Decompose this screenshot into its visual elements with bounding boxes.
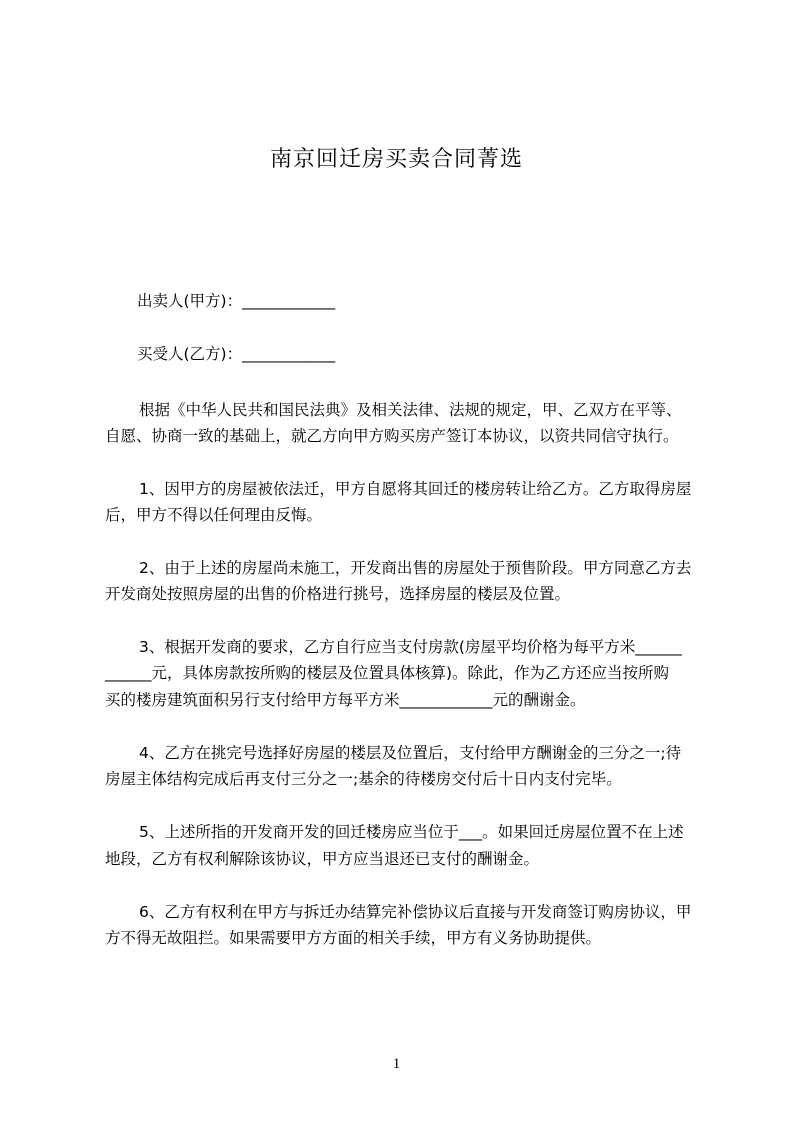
page-number: 1 [392,1056,401,1072]
preamble-line-2: 自愿、协商一致的基础上，就乙方向甲方购买房产签订本协议，以资共同信守执行。 [105,427,679,445]
buyer-line: 买受人(乙方)：____________ [137,345,336,363]
clause-3-line-2: ______元，具体房款按所购的楼层及位置具体核算)。除此，作为乙方还应当按所购 [105,664,670,682]
clause-4-line-2: 房屋主体结构完成后再支付三分之一;基余的待楼房交付后十日内支付完毕。 [105,770,622,788]
clause-3-line-1: 3、根据开发商的要求，乙方自行应当支付房款(房屋平均价格为每平方米______ [139,638,682,656]
clause-6-line-1: 6、乙方有权利在甲方与拆迁办结算完补偿协议后直接与开发商签订购房协议，甲 [139,903,692,921]
clause-6-line-2: 方不得无故阻拦。如果需要甲方方面的相关手续，甲方有义务协助提供。 [105,929,602,947]
clause-3-line-3: 买的楼房建筑面积另行支付给甲方每平方米____________元的酬谢金。 [105,691,586,709]
clause-5-line-2: 地段，乙方有权利解除该协议，甲方应当退还已支付的酬谢金。 [105,850,540,868]
clause-4-line-1: 4、乙方在挑完号选择好房屋的楼层及位置后，支付给甲方酬谢金的三分之一;待 [139,744,682,762]
clause-1-line-2: 后，甲方不得以任何理由反悔。 [105,506,323,524]
preamble-line-1: 根据《中华人民共和国民法典》及相关法律、法规的规定，甲、乙双方在平等、 [139,401,682,419]
seller-line: 出卖人(甲方)：____________ [137,292,336,310]
clause-2-line-1: 2、由于上述的房屋尚未施工，开发商出售的房屋处于预售阶段。甲方同意乙方去 [139,559,692,577]
clause-2-line-2: 开发商处按照房屋的出售的价格进行挑号，选择房屋的楼层及位置。 [105,585,571,603]
clause-5-line-1: 5、上述所指的开发商开发的回迁楼房应当位于___。如果回迁房屋位置不在上述 [139,823,684,841]
document-title: 南京回迁房买卖合同菁选 [269,147,523,172]
clause-1-line-1: 1、因甲方的房屋被依法迁，甲方自愿将其回迁的楼房转让给乙方。乙方取得房屋 [139,480,692,498]
